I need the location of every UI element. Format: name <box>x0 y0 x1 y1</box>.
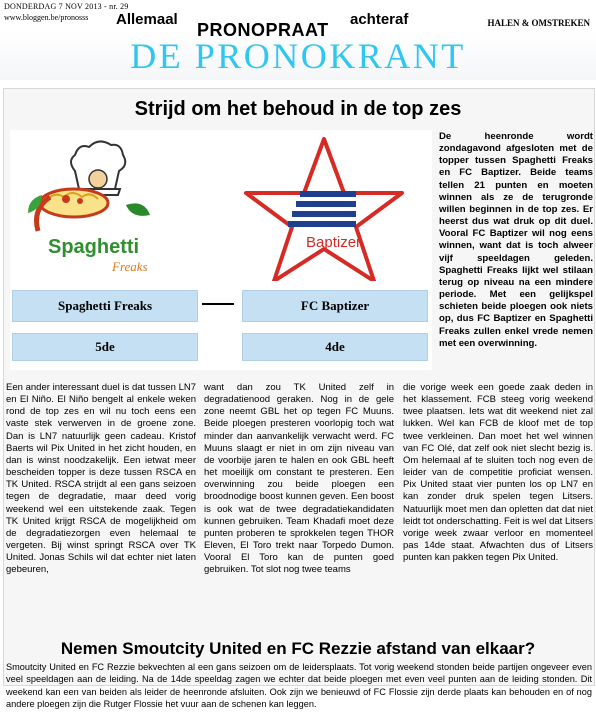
second-article-headline: Nemen Smoutcity United en FC Rezzie afstand van elkaar? <box>60 639 536 658</box>
versus-dash <box>202 303 234 305</box>
region-label: HALEN & OMSTREKEN <box>487 18 590 28</box>
team2-name: FC Baptizer <box>242 290 428 322</box>
baptizer-logo <box>240 135 408 281</box>
second-article-body: Smoutcity United en FC Rezzie bekvechten al een gans seizoen om de leidersplaats. Tot vorig weekend stonden beide partijen ongeveer even veel speeldagen aan de leiding. Na de 14de speeldag zagen we echter dat beide ploegen met even veel punten aan de leiding stonden. Dit weekend kan een van beiden als leider de heenronde afsluiten. Ook zijn we benieuwd of FC Flossie zijn derde plaats kan behouden en of nog andere ploegen zijn die Rutger Flossie het vuur aan de schenen kan leggen. <box>6 662 592 709</box>
team1-name: Spaghetti Freaks <box>12 290 198 322</box>
article-intro: De heenronde wordt zondagavond afgesloten met de topper tussen Spaghetti Freaks en FC Baptizer. Beide teams tellen 21 punten en moeten winnen als ze de terugronde willen beginnen in de top zes. Er heerst dus wat druk op dit duel. Vooral FC Baptizer wil nog eens winnen, want dat is toch alweer vijf speeldagen geleden. Spaghetti Freaks lijkt wel stilaan terug op niveau na een mindere periode. Met een gelijkspel schieten beide ploegen ook niets op, dus FC Baptizer en Spaghetti Freaks zullen enkel vrede nemen met een overwinning. <box>439 131 593 349</box>
spaghetti-logo-text: Spaghetti <box>48 236 140 258</box>
issue-date: DONDERDAG 7 NOV 2013 - nr. 29 <box>4 2 129 11</box>
article-headline: Strijd om het behoud in de top zes <box>134 98 462 120</box>
article-column-2: want dan zou TK United zelf in degradatienood geraken. Nog in de gele zone neemt GBL het op tegen FC Muuns. Beide ploegen presteren voorlopig toch wat minder dan aanvankelijk verwacht werd. FC Muuns slaagt er niet in om zijn niveau van de voorbije jaren te halen en ook GBL heeft het moeilijk om constant te presteren. Een overwinning zou beide ploegen een broodnodige boost kunnen geven. Een boost is ook wat de twee degradatiekandidaten kunnen gebruiken. Team Khadafi moet deze punten proberen te sprokkelen tegen THOR Eleven, El Toro trekt naar Torpedo Dumon. Vooral El Toro kan de punten goed gebruiken. Tot slot nog twee teams <box>204 382 394 576</box>
team1-rank: 5de <box>12 333 198 361</box>
tagline-achteraf: achteraf <box>350 11 409 28</box>
newspaper-title: DE PRONOKRANT <box>130 36 466 76</box>
team2-rank: 4de <box>242 333 428 361</box>
blog-url[interactable]: www.bloggen.be/pronosss <box>4 13 89 22</box>
tagline-allemaal: Allemaal <box>116 11 178 28</box>
article-column-3: die vorige week een goede zaak deden in het klassement. FCB steeg vorig weekend twee plaatsen. Iets wat dit weekend niet zal lukken. Wel kan FCB de kloof met de top twee verkleinen. Dan moet het wel winnen van FC Olé, dat zelf ook niet slecht bezig is. Om helemaal af te sluiten toch nog even de leider van de competitie proficiat wensen. Pix United staat vier punten los op LN7 en kan zonder druk spelen tegen Litsers. Natuurlijk moet men dan opletten dat dat niet leidt tot onderschatting. Feit is wel dat Litsers vorige week zwaar verloor en momenteel pas 14de staat. Afwachten dus of Litsers punten kan pakken tegen Pix United. <box>403 382 593 564</box>
baptizer-logo-text: Baptizer <box>306 234 362 251</box>
spaghetti-freaks-logo <box>16 135 196 281</box>
freaks-logo-text: Freaks <box>112 259 148 274</box>
article-column-1: Een ander interessant duel is dat tussen LN7 en El Niño. El Niño bengelt al enkele weken rond de top zes en wil nu toch eens een vaste stek verwerven in de groene zone. Dan is LN7 natuurlijk geen cadeau. Kristof Baerts wil Pix United in het zicht houden, en dan is winst noodzakelijk. Een ietwat meer bescheiden topper is deze tussen RSCA en TK United. RSCA strijdt al een gans seizoen tegen de degradatie, maar deed vorig weekend wel een uitstekende zaak. Tegen TK United krijgt RSCA de mogelijkheid om de degradatiezorgen even helemaal te vergeten. Bij winst springt RSCA over TK United. Jonas Schils wil dat echter niet laten gebeuren, <box>6 382 196 576</box>
tagline-pronopraat: PRONOPRAAT <box>197 20 329 40</box>
